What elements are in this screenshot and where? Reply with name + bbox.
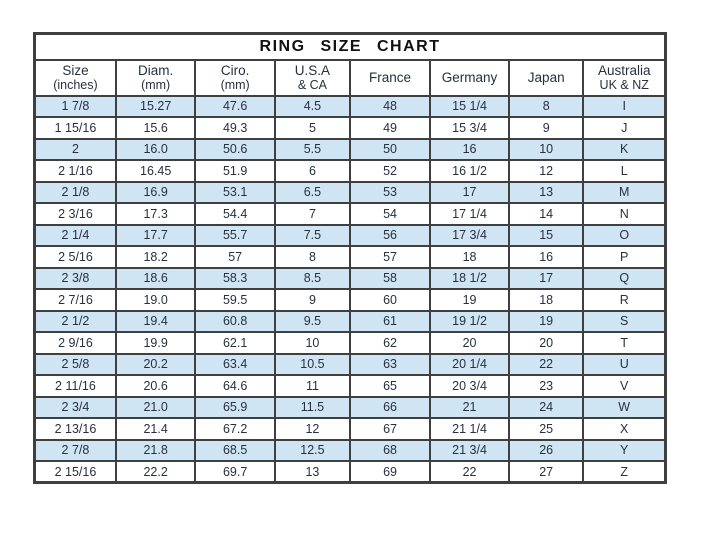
table-cell-germany: 17 3/4 — [430, 225, 509, 247]
table-cell-germany: 22 — [430, 461, 509, 483]
table-cell-diam-mm: 22.2 — [116, 461, 196, 483]
table-cell-australia-uk-nz: V — [583, 375, 665, 397]
table-cell-diam-mm: 16.0 — [116, 139, 196, 161]
table-row — [35, 397, 666, 419]
table-cell-size-inches: 2 1/2 — [35, 311, 116, 333]
table-cell-usa-ca: 11 — [275, 375, 350, 397]
column-header-usa-ca — [275, 60, 350, 96]
table-cell-germany: 16 1/2 — [430, 160, 509, 182]
header-row — [35, 60, 666, 96]
table-row — [35, 289, 666, 311]
table-cell-france: 52 — [350, 160, 430, 182]
table-cell-japan: 18 — [509, 289, 583, 311]
table-cell-size-inches: 2 1/16 — [35, 160, 116, 182]
table-body — [35, 96, 666, 483]
table-row — [35, 139, 666, 161]
table-cell-germany: 21 1/4 — [430, 418, 509, 440]
table-cell-australia-uk-nz: M — [583, 182, 665, 204]
table-cell-ciro-mm: 68.5 — [195, 440, 275, 462]
table-cell-japan: 10 — [509, 139, 583, 161]
table-cell-diam-mm: 19.0 — [116, 289, 196, 311]
table-cell-france: 69 — [350, 461, 430, 483]
table-cell-diam-mm: 17.7 — [116, 225, 196, 247]
table-cell-france: 57 — [350, 246, 430, 268]
column-header-sublabel: (mm) — [220, 78, 250, 93]
column-header-label: U.S.A — [294, 62, 331, 78]
table-cell-ciro-mm: 58.3 — [195, 268, 275, 290]
table-cell-japan: 15 — [509, 225, 583, 247]
column-header-label: Japan — [527, 69, 565, 85]
table-cell-germany: 17 1/4 — [430, 203, 509, 225]
table-cell-diam-mm: 15.27 — [116, 96, 196, 118]
column-header-ciro-mm — [195, 60, 275, 96]
table-cell-size-inches: 2 9/16 — [35, 332, 116, 354]
table-cell-usa-ca: 4.5 — [275, 96, 350, 118]
table-cell-france: 56 — [350, 225, 430, 247]
table-cell-australia-uk-nz: R — [583, 289, 665, 311]
table-cell-diam-mm: 20.6 — [116, 375, 196, 397]
table-cell-japan: 22 — [509, 354, 583, 376]
table-cell-france: 60 — [350, 289, 430, 311]
column-header-france — [350, 60, 430, 96]
table-row — [35, 418, 666, 440]
table-cell-ciro-mm: 49.3 — [195, 117, 275, 139]
table-cell-usa-ca: 13 — [275, 461, 350, 483]
table-cell-size-inches: 2 — [35, 139, 116, 161]
table-cell-germany: 16 — [430, 139, 509, 161]
table-cell-france: 62 — [350, 332, 430, 354]
column-header-size-inches — [35, 60, 116, 96]
table-row — [35, 375, 666, 397]
table-cell-ciro-mm: 62.1 — [195, 332, 275, 354]
table-cell-ciro-mm: 63.4 — [195, 354, 275, 376]
table-cell-australia-uk-nz: Z — [583, 461, 665, 483]
table-cell-germany: 21 — [430, 397, 509, 419]
table-cell-germany: 20 — [430, 332, 509, 354]
table-cell-usa-ca: 8.5 — [275, 268, 350, 290]
table-cell-usa-ca: 7.5 — [275, 225, 350, 247]
table-cell-germany: 18 1/2 — [430, 268, 509, 290]
table-cell-france: 68 — [350, 440, 430, 462]
table-cell-france: 58 — [350, 268, 430, 290]
table-cell-france: 48 — [350, 96, 430, 118]
table-cell-germany: 18 — [430, 246, 509, 268]
table-cell-australia-uk-nz: O — [583, 225, 665, 247]
table-cell-usa-ca: 11.5 — [275, 397, 350, 419]
column-header-label: Ciro. — [220, 62, 250, 78]
table-cell-diam-mm: 19.9 — [116, 332, 196, 354]
table-cell-size-inches: 2 3/4 — [35, 397, 116, 419]
table-cell-australia-uk-nz: U — [583, 354, 665, 376]
table-cell-diam-mm: 21.8 — [116, 440, 196, 462]
table-cell-ciro-mm: 59.5 — [195, 289, 275, 311]
table-cell-usa-ca: 9 — [275, 289, 350, 311]
table-cell-usa-ca: 10.5 — [275, 354, 350, 376]
table-row — [35, 332, 666, 354]
table-cell-australia-uk-nz: S — [583, 311, 665, 333]
table-cell-germany: 15 1/4 — [430, 96, 509, 118]
table-cell-france: 50 — [350, 139, 430, 161]
table-cell-diam-mm: 15.6 — [116, 117, 196, 139]
table-cell-size-inches: 2 5/8 — [35, 354, 116, 376]
ring-size-table — [33, 32, 667, 484]
table-cell-australia-uk-nz: Y — [583, 440, 665, 462]
table-cell-france: 53 — [350, 182, 430, 204]
table-cell-france: 61 — [350, 311, 430, 333]
table-row — [35, 160, 666, 182]
table-cell-germany: 21 3/4 — [430, 440, 509, 462]
table-cell-france: 67 — [350, 418, 430, 440]
table-cell-germany: 19 1/2 — [430, 311, 509, 333]
table-cell-ciro-mm: 65.9 — [195, 397, 275, 419]
table-cell-germany: 15 3/4 — [430, 117, 509, 139]
table-cell-ciro-mm: 47.6 — [195, 96, 275, 118]
table-cell-australia-uk-nz: L — [583, 160, 665, 182]
table-cell-size-inches: 2 1/4 — [35, 225, 116, 247]
table-cell-japan: 12 — [509, 160, 583, 182]
table-cell-diam-mm: 18.2 — [116, 246, 196, 268]
table-cell-diam-mm: 19.4 — [116, 311, 196, 333]
table-cell-size-inches: 2 7/16 — [35, 289, 116, 311]
table-cell-japan: 13 — [509, 182, 583, 204]
column-header-label: Germany — [441, 69, 498, 85]
table-cell-japan: 20 — [509, 332, 583, 354]
table-row — [35, 354, 666, 376]
table-row — [35, 117, 666, 139]
table-cell-usa-ca: 8 — [275, 246, 350, 268]
table-cell-ciro-mm: 53.1 — [195, 182, 275, 204]
table-cell-france: 63 — [350, 354, 430, 376]
table-cell-australia-uk-nz: Q — [583, 268, 665, 290]
column-header-sublabel: UK & NZ — [599, 78, 649, 93]
column-header-sublabel: (inches) — [53, 78, 98, 93]
table-cell-usa-ca: 6.5 — [275, 182, 350, 204]
column-header-sublabel: (mm) — [141, 78, 171, 93]
table-cell-usa-ca: 5 — [275, 117, 350, 139]
table-row — [35, 246, 666, 268]
table-cell-diam-mm: 20.2 — [116, 354, 196, 376]
column-header-label: Size — [62, 62, 89, 78]
table-cell-germany: 20 1/4 — [430, 354, 509, 376]
column-header-australia-uk-nz — [583, 60, 665, 96]
table-cell-germany: 20 3/4 — [430, 375, 509, 397]
table-row — [35, 203, 666, 225]
table-row — [35, 311, 666, 333]
table-cell-diam-mm: 16.9 — [116, 182, 196, 204]
table-row — [35, 440, 666, 462]
ring-size-chart-table — [33, 32, 667, 484]
table-cell-france: 54 — [350, 203, 430, 225]
table-cell-diam-mm: 17.3 — [116, 203, 196, 225]
table-cell-japan: 19 — [509, 311, 583, 333]
table-cell-australia-uk-nz: T — [583, 332, 665, 354]
table-cell-germany: 17 — [430, 182, 509, 204]
table-cell-size-inches: 2 3/8 — [35, 268, 116, 290]
column-header-japan — [509, 60, 583, 96]
table-cell-size-inches: 1 7/8 — [35, 96, 116, 118]
table-cell-size-inches: 2 3/16 — [35, 203, 116, 225]
table-cell-size-inches: 1 15/16 — [35, 117, 116, 139]
table-cell-usa-ca: 9.5 — [275, 311, 350, 333]
table-row — [35, 96, 666, 118]
page-title: RING SIZE CHART — [35, 34, 666, 60]
table-cell-japan: 8 — [509, 96, 583, 118]
table-cell-diam-mm: 16.45 — [116, 160, 196, 182]
table-cell-usa-ca: 12 — [275, 418, 350, 440]
table-cell-usa-ca: 7 — [275, 203, 350, 225]
column-header-label: Diam. — [138, 62, 174, 78]
table-cell-japan: 17 — [509, 268, 583, 290]
table-cell-size-inches: 2 11/16 — [35, 375, 116, 397]
table-cell-germany: 19 — [430, 289, 509, 311]
column-header-label: Australia — [597, 62, 651, 78]
table-cell-ciro-mm: 50.6 — [195, 139, 275, 161]
title-row — [35, 34, 666, 60]
table-cell-usa-ca: 6 — [275, 160, 350, 182]
table-cell-japan: 14 — [509, 203, 583, 225]
table-cell-ciro-mm: 60.8 — [195, 311, 275, 333]
column-header-germany — [430, 60, 509, 96]
table-cell-australia-uk-nz: W — [583, 397, 665, 419]
table-cell-ciro-mm: 54.4 — [195, 203, 275, 225]
table-cell-size-inches: 2 7/8 — [35, 440, 116, 462]
table-cell-ciro-mm: 51.9 — [195, 160, 275, 182]
table-row — [35, 268, 666, 290]
table-cell-size-inches: 2 13/16 — [35, 418, 116, 440]
table-cell-usa-ca: 12.5 — [275, 440, 350, 462]
table-cell-ciro-mm: 57 — [195, 246, 275, 268]
table-cell-ciro-mm: 64.6 — [195, 375, 275, 397]
table-cell-size-inches: 2 15/16 — [35, 461, 116, 483]
table-cell-australia-uk-nz: I — [583, 96, 665, 118]
table-cell-usa-ca: 5.5 — [275, 139, 350, 161]
table-cell-diam-mm: 18.6 — [116, 268, 196, 290]
table-cell-japan: 27 — [509, 461, 583, 483]
table-cell-japan: 24 — [509, 397, 583, 419]
table-cell-japan: 25 — [509, 418, 583, 440]
table-row — [35, 461, 666, 483]
table-cell-ciro-mm: 55.7 — [195, 225, 275, 247]
column-header-diam-mm — [116, 60, 196, 96]
table-cell-diam-mm: 21.0 — [116, 397, 196, 419]
table-cell-australia-uk-nz: K — [583, 139, 665, 161]
table-cell-france: 49 — [350, 117, 430, 139]
table-cell-usa-ca: 10 — [275, 332, 350, 354]
table-cell-japan: 16 — [509, 246, 583, 268]
table-cell-australia-uk-nz: P — [583, 246, 665, 268]
table-cell-australia-uk-nz: J — [583, 117, 665, 139]
table-cell-diam-mm: 21.4 — [116, 418, 196, 440]
column-header-sublabel: & CA — [297, 78, 328, 93]
table-row — [35, 182, 666, 204]
table-cell-france: 66 — [350, 397, 430, 419]
table-cell-france: 65 — [350, 375, 430, 397]
table-cell-japan: 26 — [509, 440, 583, 462]
table-cell-ciro-mm: 67.2 — [195, 418, 275, 440]
table-cell-australia-uk-nz: X — [583, 418, 665, 440]
table-cell-size-inches: 2 1/8 — [35, 182, 116, 204]
table-cell-japan: 23 — [509, 375, 583, 397]
column-header-label: France — [369, 69, 412, 85]
table-cell-australia-uk-nz: N — [583, 203, 665, 225]
table-cell-ciro-mm: 69.7 — [195, 461, 275, 483]
table-row — [35, 225, 666, 247]
table-cell-size-inches: 2 5/16 — [35, 246, 116, 268]
table-cell-japan: 9 — [509, 117, 583, 139]
